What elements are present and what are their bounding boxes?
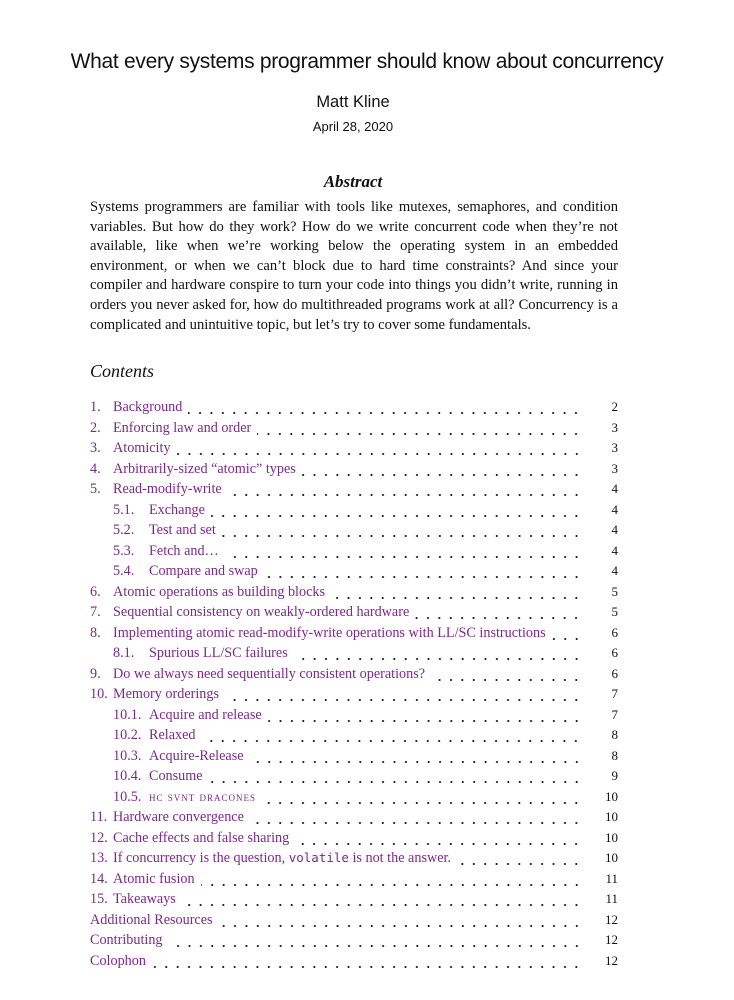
toc-entry[interactable] [90,563,618,584]
toc-entry-title: Fetch and… [149,542,219,559]
toc-entry-link[interactable] [113,891,176,908]
toc-entry-title: Additional Resources [90,911,213,928]
toc-entry-page: 6 [611,645,618,660]
toc-entry-title: Contributing [90,932,163,948]
toc-entry-number: 10.3. [113,747,142,764]
toc-entry-link[interactable] [90,932,163,949]
toc-entry-title: Acquire-Release [149,747,244,764]
toc-entry[interactable] [90,830,618,851]
toc-entry-number: 15. [90,891,108,907]
toc-entry[interactable] [90,686,618,707]
leader-dots [177,452,582,456]
toc-entry-number: 8.1. [113,645,135,661]
toc-entry-number: 14. [90,870,108,887]
author: Matt Kline [316,93,390,111]
toc-entry-page: 10 [605,788,618,804]
table-of-contents [90,399,618,973]
toc-entry-title: Arbitrarily-sized “atomic” types [113,460,296,477]
toc-entry-title: Acquire and release [149,706,262,723]
leader-dots [188,411,582,415]
date: April 28, 2020 [312,119,394,134]
toc-entry-page: 2 [611,399,618,414]
leader-dots [431,678,582,682]
leader-dots [457,862,582,866]
toc-entry-number: 1. [90,399,101,415]
toc-entry-number: 13. [90,850,108,866]
toc-entry-title: Compare and swap [149,563,258,579]
abstract-heading: Abstract [323,172,383,191]
leader-dots [294,657,582,661]
leader-dots [201,883,582,887]
toc-entry-number: 10.1. [113,706,142,723]
toc-entry[interactable] [90,645,618,666]
toc-entry-number: 11. [90,809,108,825]
contents-heading: Contents [90,361,155,381]
leader-dots [169,944,582,948]
toc-entry-page: 12 [605,911,618,927]
toc-entry-number: 4. [90,460,101,477]
leader-dots [415,616,582,620]
toc-entry-title: Background [113,399,183,415]
toc-entry-link[interactable] [113,461,296,478]
toc-entry-title: Relaxed [149,727,196,743]
toc-entry-page: 3 [611,460,618,476]
toc-entry[interactable] [90,912,618,933]
document-title: What every systems programmer should know about concurrency [70,50,664,73]
toc-entry-page: 6 [611,624,618,640]
toc-entry[interactable] [90,789,618,810]
toc-entry[interactable] [90,748,618,769]
toc-entry[interactable] [90,604,618,625]
toc-entry-link[interactable] [149,707,262,724]
toc-entry-page: 11 [605,891,618,906]
toc-entry-number: 3. [90,440,101,456]
toc-entry-page: 3 [611,440,618,455]
toc-entry[interactable] [90,953,618,974]
toc-entry-link[interactable] [113,850,451,867]
toc-entry-number: 10.5. [113,788,142,805]
toc-entry-title: If concurrency is the question, [113,850,289,866]
toc-entry[interactable] [90,461,618,482]
toc-entry[interactable] [90,481,618,502]
leader-dots [211,514,582,518]
leader-dots [228,493,582,497]
leader-dots [201,739,582,743]
toc-entry-link[interactable] [90,912,213,929]
toc-entry-page: 9 [611,768,618,783]
toc-entry[interactable] [90,440,618,461]
toc-entry-number: 10.4. [113,768,142,784]
toc-entry-page: 4 [611,542,618,558]
toc-entry-code: volatile [288,850,349,865]
toc-entry-page: 8 [611,727,618,742]
toc-entry-title: Spurious LL/SC failures [149,645,288,661]
toc-entry-title: Enforcing law and order [113,419,252,436]
toc-entry[interactable] [90,707,618,728]
toc-entry-title: Cache effects and false sharing [113,829,290,846]
toc-entry-title-after: is not the answer. [348,850,451,866]
toc-entry[interactable] [90,932,618,953]
toc-entry-title: Colophon [90,952,146,969]
toc-entry-title: Test and set [149,522,216,538]
toc-entry-link[interactable] [113,871,195,888]
toc-entry[interactable] [90,768,618,789]
toc-entry-link[interactable] [113,625,546,642]
toc-entry-title: Atomic fusion [113,870,195,887]
toc-entry-page: 7 [611,706,618,722]
toc-entry-page: 12 [605,952,618,968]
toc-entry-title: Atomic operations as building blocks [113,583,325,600]
toc-entry[interactable] [90,666,618,687]
toc-entry[interactable] [90,522,618,543]
leader-dots [152,965,582,969]
toc-entry-page: 10 [605,829,618,845]
toc-entry-link[interactable] [149,768,203,785]
toc-entry-title: Do we always need sequentially consistent operations? [113,665,426,682]
leader-dots [225,698,582,702]
leader-dots [257,432,582,436]
leader-dots [222,534,582,538]
toc-entry-title: Exchange [149,501,205,518]
toc-entry-number: 9. [90,665,101,682]
toc-entry-number: 10.2. [113,727,142,743]
toc-entry-link[interactable] [149,543,219,560]
toc-entry-page: 11 [605,870,618,886]
toc-entry-title: Consume [149,768,203,784]
toc-entry-link[interactable] [113,440,171,457]
toc-entry[interactable] [90,584,618,605]
toc-entry-page: 4 [611,501,618,517]
toc-entry-number: 5. [90,481,101,497]
leader-dots [268,719,582,723]
toc-entry-page: 5 [611,583,618,599]
leader-dots [264,575,582,579]
toc-entry-page: 7 [611,686,618,701]
toc-entry[interactable] [90,543,618,564]
toc-entry-link[interactable] [149,563,258,580]
toc-entry[interactable] [90,809,618,830]
toc-entry-page: 12 [605,932,618,947]
toc-entry[interactable] [90,727,618,748]
leader-dots [225,555,582,559]
toc-entry-link[interactable] [149,522,216,539]
toc-entry-number: 10. [90,686,108,702]
abstract-text: Systems programmers are familiar with tools like mutexes, semaphores, and condition variables. But how do they work? How do we write concurrent code when they’re not available, like when we’re working below the operating system in an embedded environment, or when we can’t block due to hard time constraints? And since your compiler and hardware conspire to turn your code into things you didn’t write, running in orders you never asked for, how do multithreaded programs work at all? Concurrency is a complicated and unintuitive topic, but let’s try to cover some fundamentals. [90,199,618,333]
toc-entry-number: 5.2. [113,522,135,538]
leader-dots [250,821,582,825]
toc-entry[interactable] [90,850,618,871]
leader-dots [182,903,582,907]
toc-entry-number: 6. [90,583,101,600]
toc-entry-link[interactable] [113,604,409,621]
toc-entry[interactable] [90,420,618,441]
toc-entry[interactable] [90,502,618,523]
toc-entry[interactable] [90,625,618,646]
toc-entry-page: 10 [605,850,618,865]
toc-entry-number: 12. [90,829,108,846]
leader-dots [262,801,582,805]
toc-entry-link[interactable] [149,502,205,519]
leader-dots [295,842,582,846]
toc-entry-link[interactable] [113,666,425,683]
toc-entry-link[interactable] [90,953,146,970]
toc-entry-title: Atomicity [113,440,171,456]
toc-entry-page: 4 [611,522,618,537]
toc-entry-page: 6 [611,665,618,681]
toc-entry-title: Sequential consistency on weakly-ordered hardware [113,604,410,620]
leader-dots [331,596,582,600]
toc-entry-link[interactable] [149,645,288,662]
toc-entry-link[interactable] [113,686,219,703]
toc-entry-number: 5.4. [113,563,135,579]
toc-entry-link[interactable] [113,584,325,601]
toc-entry-number: 5.1. [113,501,135,518]
toc-entry-title: Hardware convergence [113,809,244,825]
toc-entry-link[interactable] [113,420,251,437]
toc-entry-link[interactable] [113,481,222,498]
toc-entry-link[interactable] [113,809,244,826]
toc-entry-title: Memory orderings [113,686,219,702]
toc-entry[interactable] [90,399,618,420]
toc-entry-number: 8. [90,624,101,641]
toc-entry-number: 5.3. [113,542,135,559]
toc-entry-link[interactable] [149,727,195,744]
leader-dots [219,924,582,928]
leader-dots [302,473,582,477]
toc-entry-link[interactable] [113,399,182,416]
toc-entry-title: Read-modify-write [113,481,222,497]
toc-entry-number: 2. [90,419,101,436]
toc-entry-title: Implementing atomic read-modify-write operations with LL/SC instructions [113,624,546,641]
toc-entry-page: 8 [611,747,618,763]
toc-entry-link[interactable] [149,789,256,805]
toc-entry-page: 10 [605,809,618,824]
toc-entry[interactable] [90,891,618,912]
toc-entry-page: 4 [611,563,618,578]
toc-entry-title: hc svnt dracones [149,788,257,804]
leader-dots [250,760,582,764]
toc-entry[interactable] [90,871,618,892]
toc-entry-link[interactable] [149,748,244,765]
toc-entry-number: 7. [90,604,101,620]
toc-entry-page: 5 [611,604,618,619]
toc-entry-page: 3 [611,419,618,435]
toc-entry-page: 4 [611,481,618,496]
leader-dots [209,780,582,784]
leader-dots [552,637,582,641]
toc-entry-link[interactable] [113,830,289,847]
toc-entry-title: Takeaways [113,891,176,907]
